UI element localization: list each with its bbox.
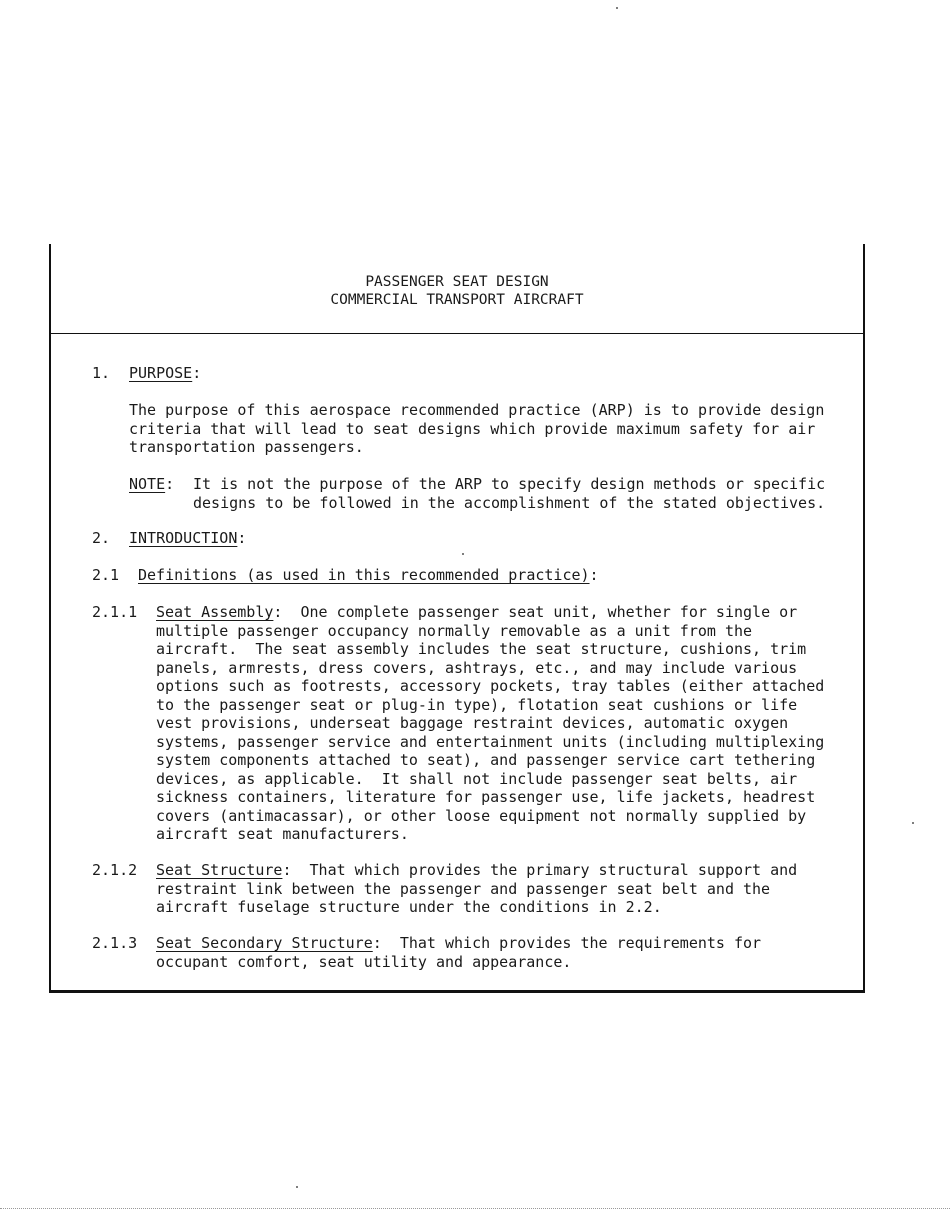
purpose-line-2: criteria that will lead to seat designs which provide maximum safety for air — [129, 419, 816, 438]
seat-assembly-term: Seat Assembly — [156, 603, 274, 621]
seat-assembly-line-9: devices, as applicable. It shall not include passenger seat belts, air — [156, 769, 798, 788]
note-label-text: NOTE — [129, 475, 166, 493]
seat-assembly-line-3: panels, armrests, dress covers, ashtrays, etc., and may include various — [156, 658, 798, 677]
section-2-1-colon: : — [589, 566, 599, 584]
section-2-1-heading-text: Definitions (as used in this recommended practice) — [138, 566, 590, 584]
note-label — [129, 475, 174, 494]
section-2-colon: : — [237, 529, 247, 547]
seat-secondary-structure-definition-start: : That which provides the requirements for — [372, 934, 762, 952]
scan-speck — [912, 822, 914, 824]
section-1-heading-text: PURPOSE — [129, 364, 193, 382]
section-2-1-number: 2.1 — [92, 566, 120, 584]
seat-assembly-line-5: to the passenger seat or plug-in type), flotation seat cushions or life — [156, 695, 798, 714]
scan-speck — [462, 553, 464, 555]
section-1-number: 1. — [92, 364, 111, 382]
section-2-heading-text: INTRODUCTION — [129, 529, 238, 547]
seat-assembly-line-12: aircraft seat manufacturers. — [156, 825, 409, 843]
seat-assembly-line-8: system components attached to seat), and passenger service cart tethering — [156, 751, 816, 769]
seat-structure-line-1: restraint link between the passenger and passenger seat belt and the — [156, 879, 771, 898]
document-subtitle: COMMERCIAL TRANSPORT AIRCRAFT — [330, 292, 584, 308]
section-2-1-heading — [138, 566, 599, 585]
seat-structure-definition-start: : That which provides the primary structural support and — [282, 861, 798, 879]
note-line-1: It is not the purpose of the ARP to specify design methods or specific — [193, 475, 826, 493]
section-1-heading — [129, 364, 201, 383]
seat-assembly-line-1: multiple passenger occupancy normally removable as a unit from the — [156, 621, 753, 640]
seat-structure-line-2: aircraft fuselage structure under the conditions in 2.2. — [156, 898, 662, 916]
seat-secondary-structure-term: Seat Secondary Structure — [156, 934, 373, 952]
seat-assembly-line-10: sickness containers, literature for passenger use, life jackets, headrest — [156, 788, 816, 806]
section-1-colon: : — [192, 364, 202, 382]
purpose-line-3: transportation passengers. — [129, 438, 364, 456]
section-2-number: 2. — [92, 529, 111, 547]
purpose-line-1: The purpose of this aerospace recommended practice (ARP) is to provide design — [129, 401, 825, 419]
seat-assembly-line-11: covers (antimacassar), or other loose equipment not normally supplied by — [156, 806, 807, 825]
scan-speck — [296, 1186, 298, 1188]
seat-assembly-line-6: vest provisions, underseat baggage restraint devices, automatic oxygen — [156, 714, 789, 732]
seat-assembly-line-2: aircraft. The seat assembly includes the seat structure, cushions, trim — [156, 640, 807, 658]
section-2-1-2-number: 2.1.2 — [92, 861, 138, 879]
section-2-1-3-first-line — [156, 934, 761, 953]
section-2-1-1-number: 2.1.1 — [92, 603, 138, 621]
section-2-1-1-first-line — [156, 603, 797, 622]
seat-assembly-line-4: options such as footrests, accessory pockets, tray tables (either attached — [156, 677, 825, 695]
seat-assembly-line-7: systems, passenger service and entertainment units (including multiplexing — [156, 732, 825, 751]
scan-speck — [616, 7, 618, 9]
section-2-1-3-number: 2.1.3 — [92, 934, 138, 952]
seat-assembly-definition-start: : One complete passenger seat unit, whether for single or — [273, 603, 798, 621]
document-title: PASSENGER SEAT DESIGN — [365, 274, 549, 290]
section-2-1-2-first-line — [156, 861, 797, 880]
section-2-heading — [129, 529, 246, 548]
note-line-2: designs to be followed in the accomplishment of the stated objectives. — [193, 493, 826, 512]
seat-secondary-structure-line-1: occupant comfort, seat utility and appearance. — [156, 952, 572, 971]
title-block — [51, 244, 863, 334]
note-colon: : — [165, 475, 175, 493]
seat-structure-term: Seat Structure — [156, 861, 283, 879]
